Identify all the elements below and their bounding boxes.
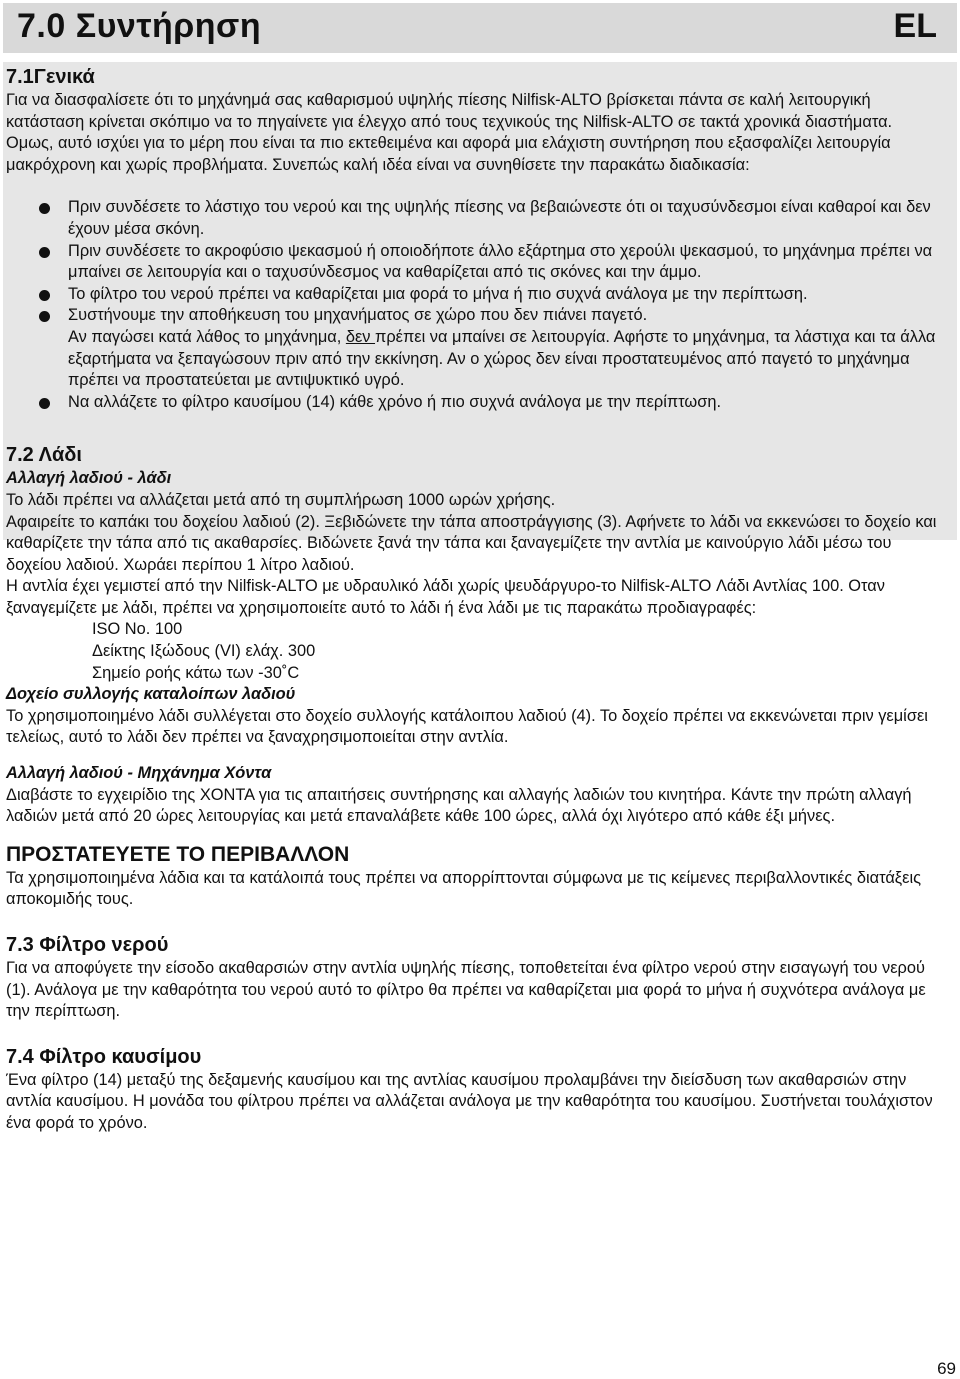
heading-7-4: 7.4 Φίλτρο καυσίμου	[6, 1045, 202, 1068]
paragraph: Το λάδι πρέπει να αλλάζεται μετά από τη συμπλήρωση 1000 ωρών χρήσης.	[6, 490, 556, 509]
paragraph: Ομως, αυτό ισχύει για το μέρη που είναι τα πιο εκτεθειμένα και αφορά μια ελάχιστη συντήρηση που εξασφαλίζει λειτουργία μακρόχρονη και χωρίς προβλήματα. Συνεπώς καλή ιδέα είναι να συνηθίσετε την παρακάτω διαδικασία:	[6, 134, 891, 174]
paragraph: Για να αποφύγετε την είσοδο ακαθαρσιών στην αντλία υψηλής πίεσης, τοποθετείται ένα φίλτρο νερού στην εισαγωγή του νερού (1). Ανάλογα με την καθαρότητα του νερού αυτό το φίλτρο θα πρέπει να καθαρίζεται μια φορά το μήνα ή συχνότερα ανάλογα με την περίπτωση.	[6, 959, 926, 1021]
list-item: Πριν συνδέσετε το ακροφύσιο ψεκασμού ή οποιοδήποτε άλλο εξάρτημα στο χερούλι ψεκασμού, το μηχάνημα πρέπει να μπαίνει σε λειτουργία και ο ταχυσύνδεσμος να καθαρίζεται από τις σκόνες και την άμμο.	[6, 241, 948, 284]
paragraph: Αφαιρείτε το καπάκι του δοχείου λαδιού (2). Ξεβιδώνετε την τάπα αποστράγγισης (3). Αφήνετε το λάδι να εκκενώσει το δοχείο και καθαρίζετε την τάπα από τις ακαθαρσίες. Βιδώνετε ξανά την τάπα και ξαναγεμίζετε την αντλία με καινούργιο λάδι μέσω του δοχείου λαδιού. Χωράει περίπου 1 λίτρο λαδιού.	[6, 512, 937, 574]
spec-line: ISO No. 100	[92, 620, 183, 639]
list-item: Να αλλάζετε το φίλτρο καυσίμου (14) κάθε χρόνο ή πιο συχνά ανάλογα με την περίπτωση.	[6, 392, 948, 414]
document-body	[6, 64, 948, 1135]
paragraph: Για να διασφαλίσετε ότι το μηχάνημά σας καθαρισμού υψηλής πίεσης Nilfisk-ALTO βρίσκεται πάντα σε καλή λειτουργική κατάσταση κρίνεται σκόπιμο να το πηγαίνετε για έλεγχο από τους τεχνικούς της Nilfisk-ALTO σε τακτά χρονικά διαστήματα.	[6, 91, 893, 131]
paragraph: Το χρησιμοποιημένο λάδι συλλέγεται στο δοχείο συλλογής κατάλοιπου λαδιού (4). Το δοχείο πρέπει να εκκενώνεται πριν γεμίσει τελείως, αυτό το λάδι δεν πρέπει να ξαναχρησιμοποιείται στην αντλία.	[6, 706, 928, 747]
spec-line: Σημείο ροής κάτω των -30˚C	[92, 663, 300, 682]
paragraph: Ένα φίλτρο (14) μεταξύ της δεξαμενής καυσίμου και της αντλίας καυσίμου προλαμβάνει την διείσδυση των ακαθαρσιών στην αντλία καυσίμου. Η μονάδα του φίλτρου πρέπει να αλλάζεται ανάλογα με την καθαρότητα του καυσίμου. Συστήνεται τουλάχιστον ένα φορά το χρόνο.	[6, 1070, 933, 1132]
paragraph: Διαβάστε το εγχειρίδιο της ΧΟΝΤΑ για τις απαιτήσεις συντήρησης και αλλαγής λαδιών του κινητήρα. Κάντε την πρώτη αλλαγή λαδιών μετά από 20 ώρες λειτουργίας και μετά επαναλάβετε κάθε 100 ώρες, αλλά όχι λιγότερο από κάθε έξι μήνες.	[6, 785, 912, 826]
subheading-oil-container: Δοχείο συλλογής καταλοίπων λαδιού	[6, 685, 296, 704]
heading-7-3: 7.3 Φίλτρο νερού	[6, 934, 169, 956]
paragraph: Τα χρησιμοποιημένα λάδια και τα κατάλοιπά τους πρέπει να απορρίπτονται σύμφωνα με τις κείμενες περιβαλλοντικές διατάξεις αποκομιδής τους.	[6, 868, 921, 909]
underlined-word: δεν	[345, 327, 376, 346]
section-header-bar	[3, 3, 957, 53]
subheading-oil-change: Αλλαγή λαδιού - λάδι	[6, 469, 172, 488]
language-code: EL	[893, 7, 937, 45]
heading-7-1: 7.1Γενικά	[6, 66, 95, 88]
list-item: Πριν συνδέσετε το λάστιχο του νερού και της υψηλής πίεσης να βεβαιώνεστε ότι οι ταχυσύνδεσμοι είναι καθαροί και δεν έχουν μέσα σκόνη.	[6, 197, 948, 240]
spec-line: Δείκτης Ιξώδους (VI) ελάχ. 300	[92, 642, 316, 661]
paragraph: Η αντλία έχει γεμιστεί από την Nilfisk-ALTO με υδραυλικό λάδι χωρίς ψευδάργυρο-το Nilfisk-ALTO Λάδι Αντλίας 100. Οταν ξαναγεμίζετε με λάδι, πρέπει να χρησιμοποιείτε αυτό το λάδι ή ένα λάδι με τις παρακάτω προδιαγραφές:	[6, 577, 885, 617]
section-title: 7.0 Συντήρηση	[17, 7, 262, 45]
page-number: 69	[937, 1359, 956, 1378]
maintenance-list	[6, 197, 948, 413]
list-item: Το φίλτρο του νερού πρέπει να καθαρίζεται μια φορά το μήνα ή πιο συχνά ανάλογα με την περίπτωση.	[6, 284, 948, 306]
list-item: Συστήνουμε την αποθήκευση του μηχανήματος σε χώρο που δεν πιάνει παγετό. Αν παγώσει κατά λάθος το μηχάνημα, δεν πρέπει να μπαίνει σε λειτουργία. Αφήστε το μηχάνημα, τα λάστιχα και τα άλλα εξαρτήματα να ξεπαγώσουν πριν από την εκκίνηση. Αν ο χώρος δεν είναι προστατευμένος από παγετό το μηχάνημα πρέπει να προστατεύεται με αντιψυκτικό υγρό.	[6, 305, 948, 391]
heading-environment: ΠΡΟΣΤΑΤΕΥΕΤΕ ΤΟ ΠΕΡΙΒΑΛΛΟΝ	[6, 842, 350, 866]
heading-7-2: 7.2 Λάδι	[6, 444, 82, 467]
subheading-honda-oil: Αλλαγή λαδιού - Μηχάνημα Χόντα	[6, 764, 272, 783]
